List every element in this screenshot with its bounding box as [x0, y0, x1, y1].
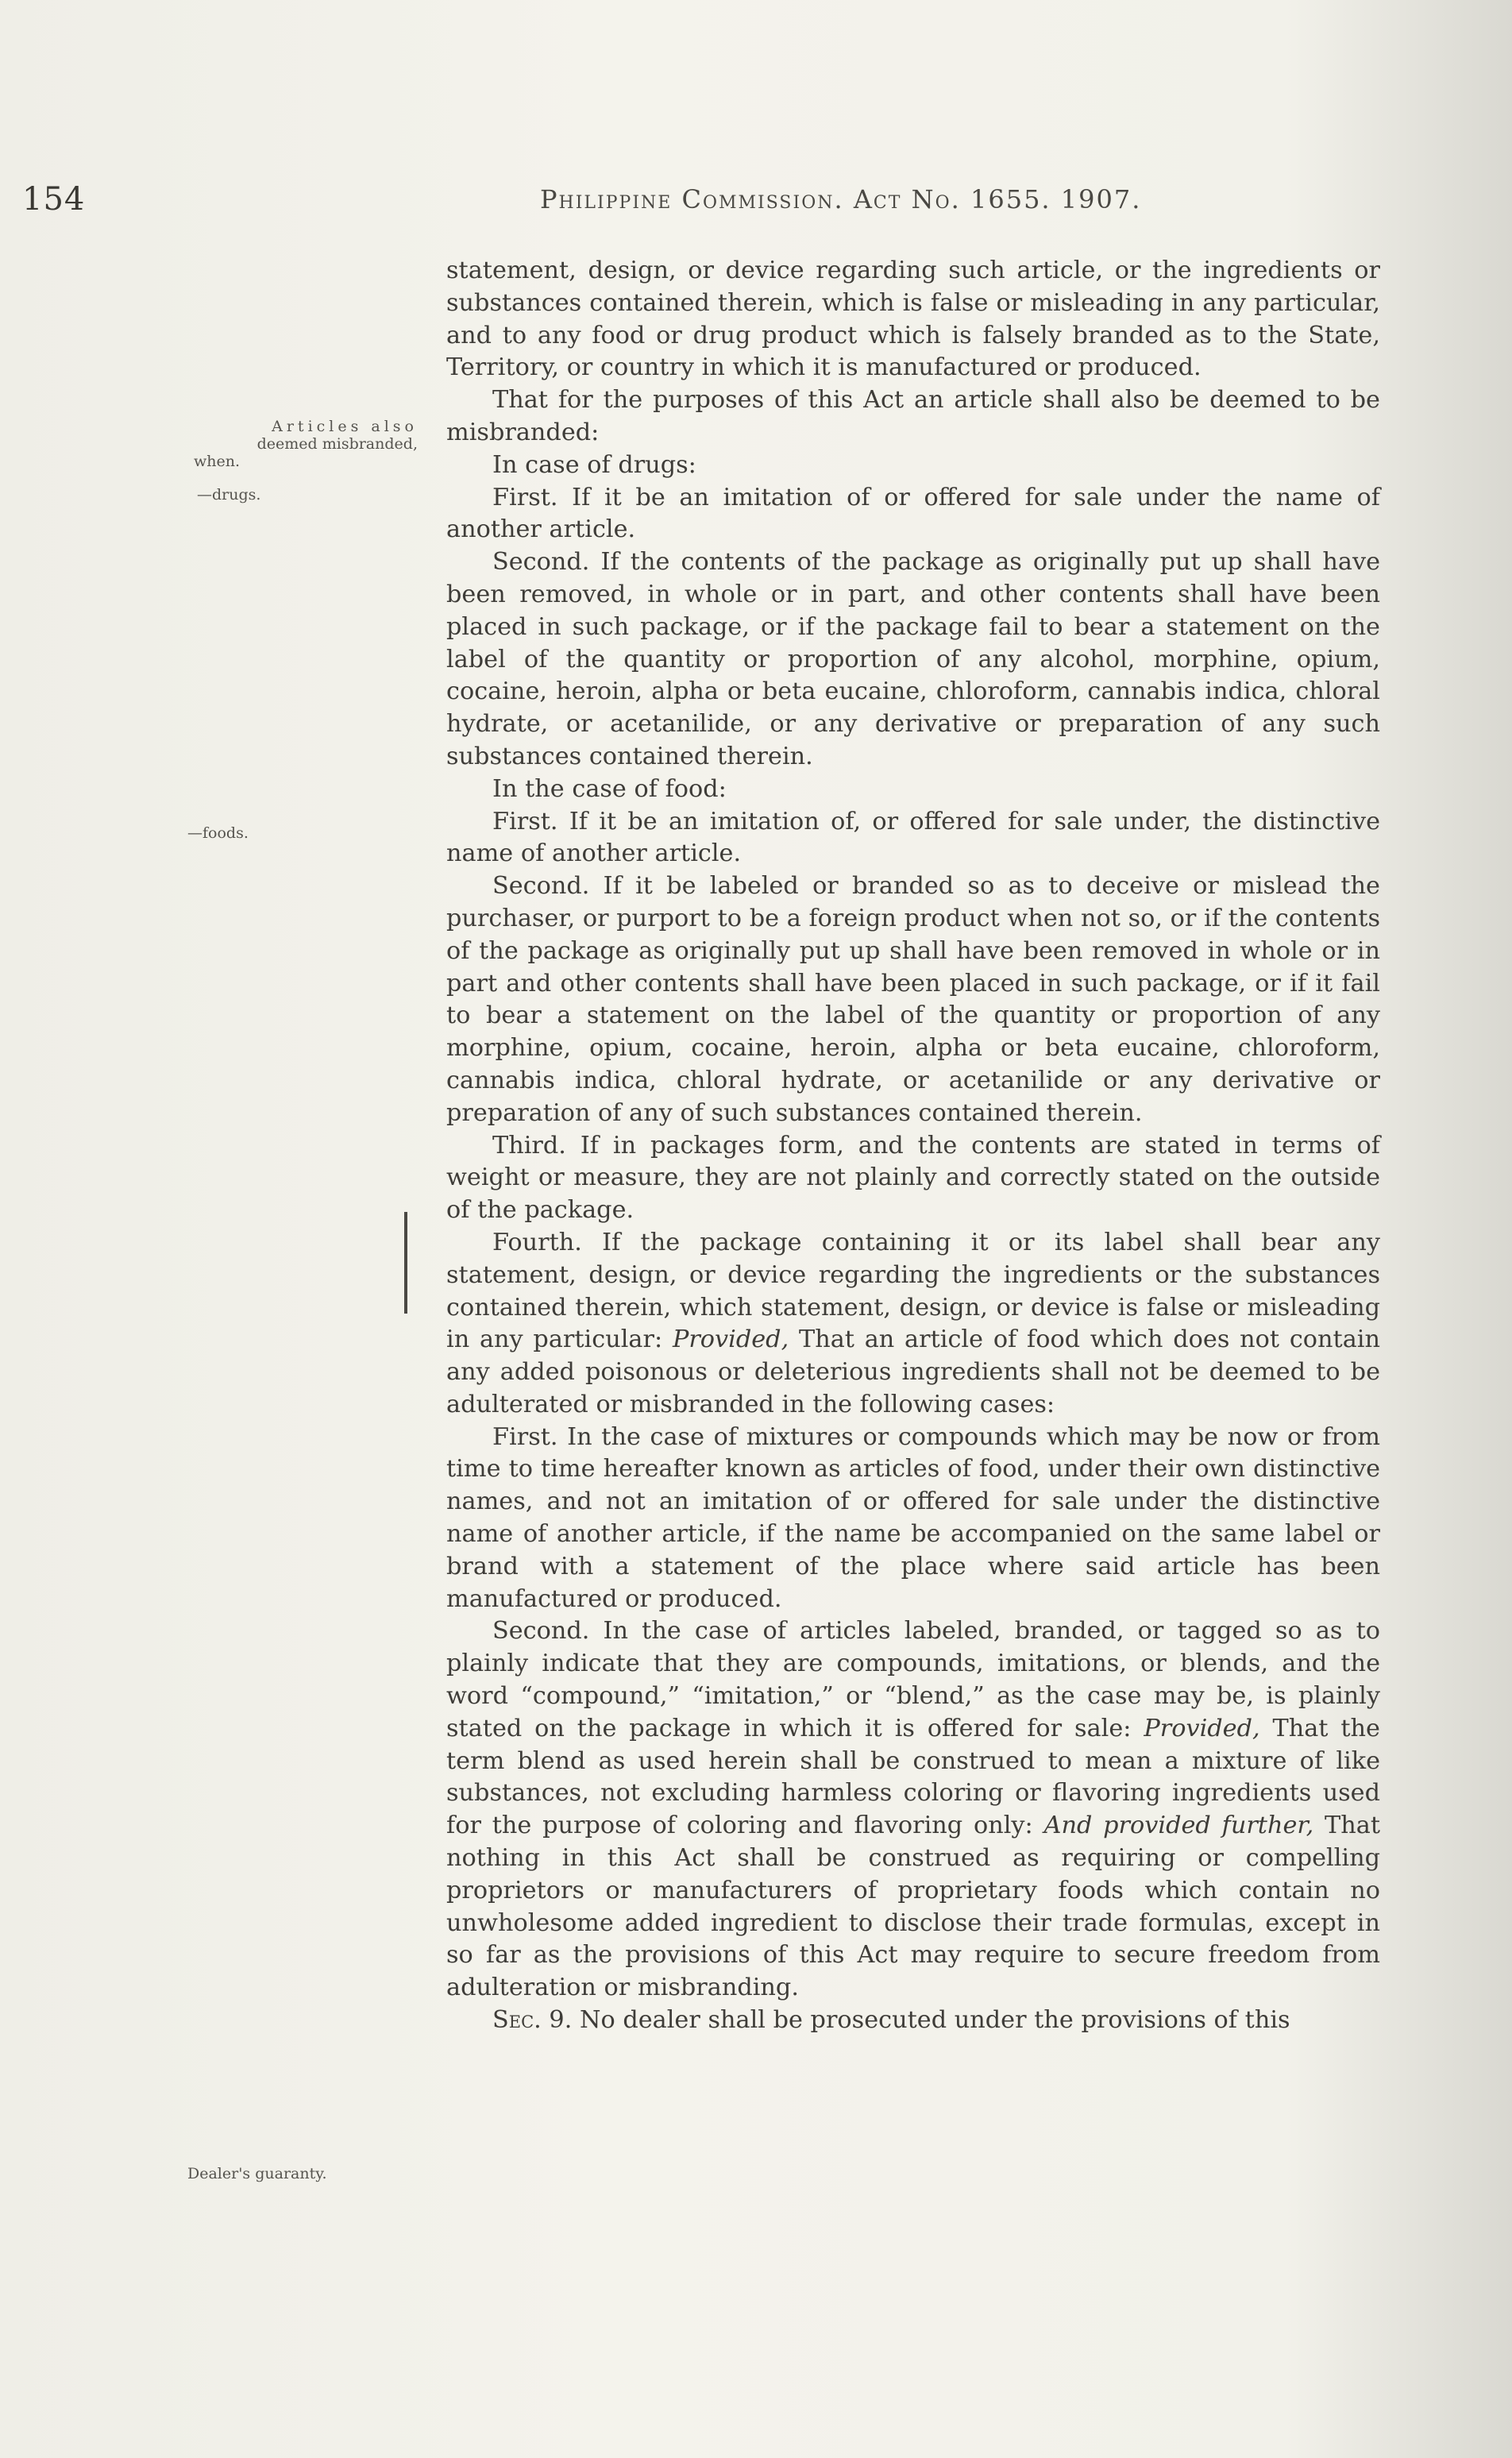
text-run: That nothing in this Act shall be construed as requiring or compelling proprietors or manufacturers of proprietary foods which contain no unwholesome added ingredient to disclose their trade formulas, except in so far as the provisions of this Act may require to secure freedom from adulteration or misbranding. — [446, 1812, 1380, 2002]
margin-note-line: Articles also — [272, 418, 418, 435]
section-label: Sec. 9. — [492, 2006, 573, 2035]
margin-note-line: deemed misbranded, — [256, 435, 418, 453]
text-run: Second. In the case of articles labeled, branded, or tagged so as to plainly indicate that they are compounds, imitations, or blends, and the word “compound,” “imitation,” or “blend,” as the case may be, is plainly stated on the package in which it is offered for sale: — [446, 1617, 1380, 1742]
paragraph — [446, 2005, 1380, 2037]
margin-note-dealer-guaranty: Dealer's guaranty. — [187, 2165, 327, 2182]
page-number: 154 — [22, 181, 86, 218]
running-head: Philippine Commission. Act No. 1655. 1907. — [540, 184, 1142, 214]
italic-text: Provided, — [1144, 1714, 1260, 1742]
text-run: That the term blend as used herein shall be construed to mean a mixture of like substances, not excluding harmless coloring or flavoring ingredients used for the purpose of coloring and flavoring only: — [446, 1714, 1380, 1840]
body-text — [446, 255, 1380, 2037]
margin-note-drugs: —drugs. — [197, 486, 261, 504]
paragraph: That for the purposes of this Act an article shall also be deemed to be misbranded: — [446, 386, 1380, 446]
paragraph — [446, 1615, 1380, 2005]
text-run: That an article of food which does not contain any added poisonous or deleterious ingredients shall not be deemed to be adulterated or misbranded in the following cases: — [446, 1325, 1381, 1418]
margin-note-foods: —foods. — [187, 824, 249, 842]
margin-note-articles-misbranded — [194, 418, 418, 470]
text-run: Fourth. If the package containing it or its label shall bear any statement, design, or device regarding the ingredients or the substances contained therein, which statement, design, or device is false or misleading in any particular: — [446, 1228, 1380, 1354]
paragraph: In the case of food: — [492, 774, 727, 803]
paragraph: First. In the case of mixtures or compounds which may be now or from time to time hereafter known as articles of food, under their own distinctive names, and not an imitation of or offered for sale under the distinctive name of another article, if the name be accompanied on the same label or brand with a statement of the place where said article has been manufactured or produced. — [446, 1422, 1380, 1613]
text-run: No dealer shall be prosecuted under the provisions of this — [579, 2006, 1290, 2035]
paragraph — [446, 1227, 1380, 1422]
paragraph: statement, design, or device regarding such article, or the ingredients or substances contained therein, which is false or misleading in any particular, and to any food or drug product which is falsely branded as to the State, Territory, or country in which it is manufactured or produced. — [446, 257, 1380, 382]
paragraph: Second. If the contents of the package as originally put up shall have been removed, in whole or in part, and other contents shall have been placed in such package, or if the package fail to bear a statement on the label of the quantity or proportion of any alcohol, morphine, opium, cocaine, heroin, alpha or beta eucaine, chloroform, cannabis indica, chloral hydrate, or acetanilide, or any derivative or preparation of any such substances contained therein. — [446, 548, 1380, 770]
paragraph: First. If it be an imitation of or offered for sale under the name of another article. — [446, 483, 1380, 544]
italic-text: Provided, — [672, 1325, 789, 1354]
paragraph: First. If it be an imitation of, or offered for sale under, the distinctive name of another article. — [446, 807, 1380, 868]
margin-change-bar — [404, 1212, 407, 1314]
margin-note-line: when. — [194, 453, 241, 470]
italic-text: And provided further, — [1043, 1812, 1314, 1840]
paragraph: In case of drugs: — [492, 450, 696, 479]
paragraph: Third. If in packages form, and the contents are stated in terms of weight or measure, they are not plainly and correctly stated on the outside of the package. — [446, 1131, 1380, 1225]
paragraph: Second. If it be labeled or branded so as to deceive or mislead the purchaser, or purport to be a foreign product when not so, or if the contents of the package as originally put up shall have been removed in whole or in part and other contents shall have been placed in such package, or if it fail to bear a statement on the label of the quantity or proportion of any morphine, opium, cocaine, heroin, alpha or beta eucaine, chloroform, cannabis indica, chloral hydrate, or acetanilide or any derivative or preparation of any of such substances contained therein. — [446, 872, 1380, 1127]
